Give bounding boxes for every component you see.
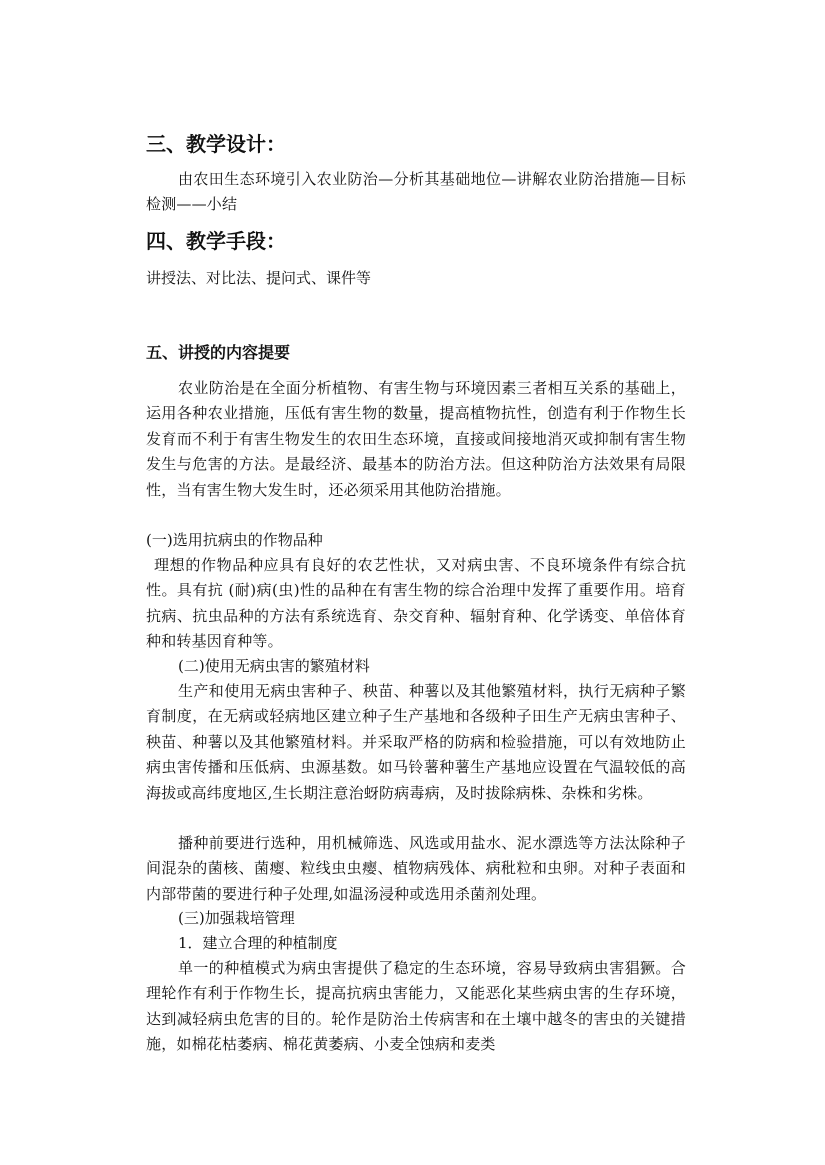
subsection-2-title: (二)使用无病虫害的繁殖材料: [178, 657, 370, 675]
subsection-3-text: 单一的种植模式为病虫害提供了稳定的生态环境，容易导致病虫害猖獗。合理轮作有利于作物生长，提高抗病虫害能力，又能恶化某些病虫害的生存环境，达到减轻病虫危害的目的。轮作是防治土传病害和在土壤中越冬的害虫的关键措施，如棉花枯萎病、棉花黄萎病、小麦全蚀病和麦类: [146, 959, 686, 1054]
section-5-heading: 五、讲授的内容提要: [146, 343, 291, 362]
subsection-2-paragraph-1: 生产和使用无病虫害种子、秧苗、种薯以及其他繁殖材料，执行无病种子繁育制度，在无病或轻病地区建立种子生产基地和各级种子田生产无病虫害种子、秧苗、种薯以及其他繁殖材料。并采取严格的防病和检验措施，可以有效地防止病虫害传播和压低病、虫源基数。如马铃薯种薯生产基地应设置在气温较低的高海拔或高纬度地区,生长期注意治蚜防病毒病，及时拔除病株、杂株和劣株。: [146, 682, 686, 802]
intro-paragraph: 农业防治是在全面分析植物、有害生物与环境因素三者相互关系的基础上，运用各种农业措施，压低有害生物的数量，提高植物抗性，创造有利于作物生长发育而不利于有害生物发生的农田生态环境，直接或间接地消灭或抑制有害生物发生与危害的方法。是最经济、最基本的防治方法。但这种防治方法效果有局限性，当有害生物大发生时，还必须采用其他防治措施。: [146, 379, 686, 499]
section-3-heading: 三、教学设计：: [146, 132, 286, 156]
section-3-text: 由农田生态环境引入农业防治—分析其基础地位—讲解农业防治措施—目标检测——小结: [146, 170, 686, 214]
subsection-3-title: (三)加强栽培管理: [178, 909, 295, 927]
subsection-3-item-1: 1．建立合理的种植制度: [178, 934, 338, 952]
subsection-1-title: (一)选用抗病虫的作物品种: [146, 531, 323, 549]
section-4-heading: 四、教学手段：: [146, 229, 286, 253]
subsection-2-paragraph-2: 播种前要进行选种，用机械筛选、风选或用盐水、泥水漂选等方法汰除种子间混杂的菌核、菌瘿、粒线虫虫瘿、植物病残体、病秕粒和虫卵。对种子表面和内部带菌的要进行种子处理,如温汤浸种或选用杀菌剂处理。: [146, 834, 686, 903]
section-4-text: 讲授法、对比法、提问式、课件等: [146, 269, 372, 287]
subsection-1-text: 理想的作物品种应具有良好的农艺性状，又对病虫害、不良环境条件有综合抗性。具有抗 (耐)病(虫)性的品种在有害生物的综合治理中发挥了重要作用。培育抗病、抗虫品种的方法有系统选育、杂交育种、辐射育种、化学诱变、单倍体育种和转基因育种等。: [146, 556, 686, 651]
